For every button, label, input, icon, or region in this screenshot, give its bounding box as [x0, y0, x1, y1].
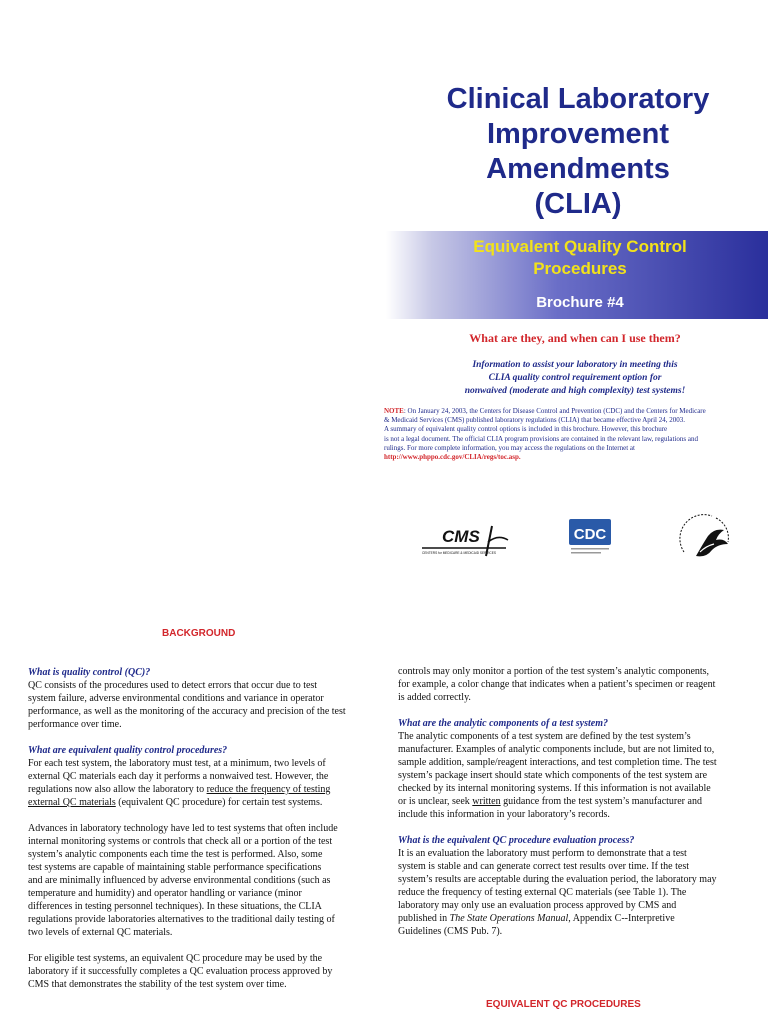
- body-line: Guidelines (CMS Pub. 7).: [398, 926, 503, 937]
- body-line: two levels of external QC materials.: [28, 927, 173, 938]
- body-line: system’s analytic components each time the test is performed. Also, some: [28, 849, 323, 860]
- body-line: system’s results are acceptable during the evaluation period, the laboratory may: [398, 874, 717, 885]
- cdc-logo-icon: [568, 518, 612, 556]
- subtitle-question: What are they, and when can I use them?: [469, 331, 681, 345]
- body-line: reduce the frequency of testing external QC materials (see Table 1). The: [398, 887, 687, 898]
- body-line: QC consists of the procedures used to detect errors that occur due to test: [28, 680, 318, 691]
- body-line: include this information in your laboratory’s records.: [398, 809, 610, 820]
- legal-note: [384, 407, 764, 462]
- banner-title-line: Procedures: [533, 259, 627, 278]
- body-line: For eligible test systems, an equivalent QC procedure may be used by the: [28, 953, 323, 964]
- body-line: system’s package insert should state which components of the test system are: [398, 770, 708, 781]
- body-line: differences in testing personnel techniques). In these situations, the CLIA: [28, 901, 322, 912]
- body-line: The analytic components of a test system are defined by the test system’s: [398, 731, 691, 742]
- body-line: For each test system, the laboratory must test, at a minimum, two levels of: [28, 758, 326, 769]
- body-line: [28, 796, 374, 809]
- brochure-number: Brochure #4: [536, 294, 624, 311]
- body-line: regulations provide laboratories alternatives to the traditional daily testing of: [28, 914, 335, 925]
- note-line: rulings. For more complete information, you may access the regulations on the Internet at: [384, 443, 635, 452]
- info-line: nonwaived (moderate and high complexity) test systems!: [464, 386, 686, 396]
- body-text: guidance from the test system’s manufacturer and: [500, 796, 702, 807]
- body-line: laboratory if it successfully completes a QC evaluation process approved by: [28, 966, 333, 977]
- faq-question: What are the analytic components of a test system?: [398, 718, 608, 729]
- body-line: external QC materials each day it performs a nonwaived test. However, the: [28, 771, 329, 782]
- body-line: [28, 783, 374, 796]
- info-line: Information to assist your laboratory in meeting this: [472, 360, 678, 370]
- cms-logo-caption: CENTERS for MEDICARE & MEDICAID SERVICES: [422, 551, 496, 555]
- body-line: internal monitoring systems or controls that check all or a portion of the test: [28, 836, 333, 847]
- underlined-text: external QC materials: [28, 797, 116, 808]
- regulations-link[interactable]: http://www.phppo.cdc.gov/CLIA/regs/toc.asp.: [384, 453, 521, 462]
- underlined-text: written: [472, 796, 501, 807]
- body-line: performance, as well as the monitoring of the accuracy and precision of the test: [28, 706, 346, 717]
- faq-question: What are equivalent quality control procedures?: [28, 745, 228, 756]
- body-line: and are minimally influenced by adverse environmental conditions (such as: [28, 875, 331, 886]
- cms-logo-text: CMS: [442, 527, 480, 546]
- italic-text: The State Operations Manual: [449, 913, 569, 924]
- body-line: It is an evaluation the laboratory must perform to demonstrate that a test: [398, 848, 687, 859]
- right-column: [398, 665, 744, 938]
- body-line: system is stable and can generate correct test results over time. If the test: [398, 861, 690, 872]
- banner-title-line: Equivalent Quality Control: [473, 237, 687, 256]
- hhs-eagle-seal-icon: [678, 512, 734, 564]
- note-line: : On January 24, 2003, the Centers for Disease Control and Prevention (CDC) and the Centers for Medicare: [403, 407, 706, 415]
- body-text: regulations now also allow the laboratory to: [28, 784, 207, 795]
- body-line: system failure, adverse environmental conditions and variance in operator: [28, 693, 324, 704]
- faq-question: What is the equivalent QC procedure evaluation process?: [398, 835, 635, 846]
- note-label: NOTE: [384, 407, 404, 415]
- background-heading: BACKGROUND: [162, 628, 236, 639]
- underlined-text: reduce the frequency of testing: [206, 784, 331, 795]
- info-blurb: [390, 359, 760, 398]
- body-line: is added correctly.: [398, 692, 471, 703]
- body-text: or is unclear, seek: [398, 796, 473, 807]
- equivalent-qc-heading: EQUIVALENT QC PROCEDURES: [486, 999, 641, 1010]
- body-text: , Appendix C--Interpretive: [568, 913, 675, 924]
- body-line: CMS that demonstrates the stability of the test system over time.: [28, 979, 287, 990]
- note-line: A summary of equivalent quality control options is included in this brochure. However, this brochure: [384, 425, 668, 434]
- note-line: is not a legal document. The official CLIA program provisions are contained in the relevant law, regulations and: [384, 434, 699, 443]
- body-line: [398, 795, 744, 808]
- body-line: laboratory may only use an evaluation process approved by CMS and: [398, 900, 677, 911]
- note-line: & Medicaid Services (CMS) published laboratory regulations (CLIA) that became effective April 24, 2003.: [384, 416, 685, 425]
- document-title: [404, 82, 752, 222]
- cms-logo-icon: [418, 520, 510, 560]
- body-line: performance over time.: [28, 719, 122, 730]
- title-line: (CLIA): [534, 188, 622, 220]
- body-text: published in: [398, 913, 450, 924]
- body-line: Advances in laboratory technology have led to test systems that often include: [28, 823, 338, 834]
- cdc-logo-text: CDC: [573, 526, 607, 543]
- body-line: checked by its internal monitoring systems. If this information is not available: [398, 783, 711, 794]
- body-line: temperature and humidity) and operator handling or variance (minor: [28, 888, 302, 899]
- body-line: [398, 912, 744, 925]
- title-line: Amendments: [486, 153, 670, 185]
- banner-title: [410, 236, 750, 280]
- left-column: [28, 666, 374, 991]
- title-line: Clinical Laboratory: [446, 83, 710, 115]
- body-text: (equivalent QC procedure) for certain test systems.: [115, 797, 323, 808]
- body-line: test systems are capable of maintaining stable performance specifications: [28, 862, 322, 873]
- title-line: Improvement: [486, 118, 670, 150]
- info-line: CLIA quality control requirement option for: [488, 373, 662, 383]
- body-line: manufacturer. Examples of analytic components include, but are not limited to,: [398, 744, 715, 755]
- faq-question: What is quality control (QC)?: [28, 667, 151, 678]
- body-line: for example, a color change that indicates when a patient’s specimen or reagent: [398, 679, 716, 690]
- body-line: sample addition, sample/reagent interactions, and test completion time. The test: [398, 757, 717, 768]
- body-line: controls may only monitor a portion of the test system’s analytic components,: [398, 666, 710, 677]
